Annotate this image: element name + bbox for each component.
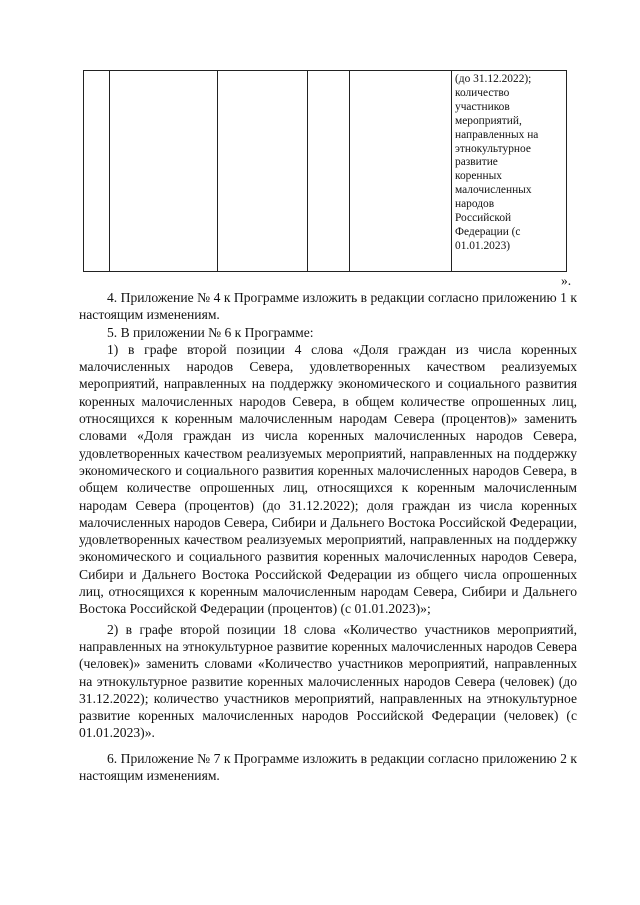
table-cell-2 [110, 71, 218, 272]
paragraph-item-4: 4. Приложение № 4 к Программе изложить в редакции согласно приложению 1 к настоящим изменениям. [79, 290, 577, 323]
table-cell-5 [350, 71, 452, 272]
closing-quote: ». [561, 273, 572, 288]
paragraph-subitem-2: 2) в графе второй позиции 18 слова «Количество участников мероприятий, направленных на этнокультурное развитие коренных малочисленных народов Севера (человек)» заменить словами «Количество участников мероприятий, направленных на этнокультурное развитие коренных малочисленных народов Севера (человек) (до 31.12.2022); количество участников мероприятий, направленных на этнокультурное развитие коренных малочисленных народов Российской Федерации (человек) (с 01.01.2023)». [79, 621, 577, 741]
table-fragment [83, 70, 567, 272]
paragraph-item-6: 6. Приложение № 7 к Программе изложить в редакции согласно приложению 2 к настоящим изменениям. [79, 750, 577, 784]
table-row [84, 71, 567, 272]
table-cell-6 [452, 71, 567, 272]
table-cell-4 [308, 71, 350, 272]
table-cell-1 [84, 71, 110, 272]
paragraph-item-5: 5. В приложении № 6 к Программе: [107, 324, 314, 340]
table-cell-3 [218, 71, 308, 272]
table-cell-text: (до 31.12.2022); количество участников мероприятий, направленных на этнокультурное развитие коренных малочисленных народов Российской Федерации (с 01.01.2023) [455, 73, 539, 252]
document-body [79, 289, 577, 784]
paragraph-subitem-1: 1) в графе второй позиции 4 слова «Доля граждан из числа коренных малочисленных народов Севера, удовлетворенных качеством реализуемых мероприятий, направленных на поддержку экономического и социального развития коренных малочисленных народов Севера, в общем количестве опрошенных лиц, относящихся к коренным малочисленным народам Севера (процентов)» заменить словами «Доля граждан из числа коренных малочисленных народов Севера, удовлетворенных качеством реализуемых мероприятий, направленных на поддержку экономического и социального развития коренных малочисленных народов Севера, в общем количестве опрошенных лиц, относящихся к коренным малочисленным народам Севера (процентов) (до 31.12.2022); доля граждан из числа коренных малочисленных народов Севера, Сибири и Дальнего Востока Российской Федерации, удовлетворенных качеством реализуемых мероприятий, направленных на поддержку экономического и социального развития коренных малочисленных народов Севера, Сибири и Дальнего Востока Российской Федерации из общего числа опрошенных лиц, относящихся к коренным малочисленным народам Севера, Сибири и Дальнего Востока Российской Федерации (процентов) (с 01.01.2023)»; [79, 341, 577, 617]
